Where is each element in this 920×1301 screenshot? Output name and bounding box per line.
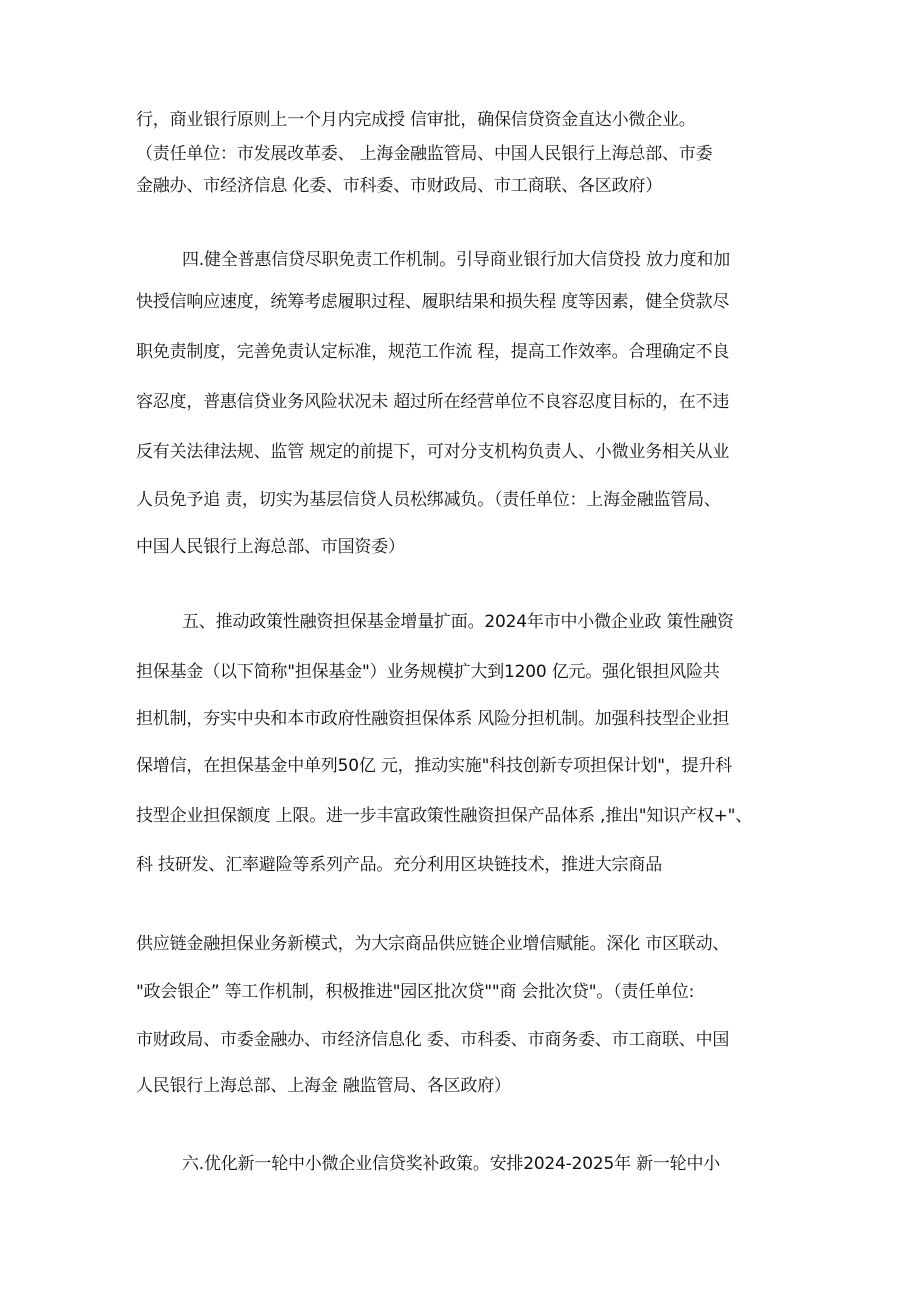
text-line: 保增信，在担保基金中单列50亿 元，推动实施"科技创新专项担保计划"，提升科: [136, 756, 733, 776]
text-line: 六.优化新一轮中小微企业信贷奖补政策。安排2024-2025年 新一轮中小: [182, 1154, 721, 1174]
text-line: 四.健全普惠信贷尽职免责工作机制。引导商业银行加大信贷投 放力度和加: [182, 250, 731, 270]
text-line: 担保基金（以下简称"担保基金"）业务规模扩大到1200 亿元。强化银担风险共: [136, 662, 720, 682]
text-line: 技型企业担保额度 上限。进一步丰富政策性融资担保产品体系 ,推出"知识产权+"、: [136, 806, 753, 826]
text-line: 五、推动政策性融资担保基金增量扩面。2024年市中小微企业政 策性融资: [182, 612, 734, 632]
text-line: 市财政局、市委金融办、市经济信息化 委、市科委、市商务委、市工商联、中国: [136, 1030, 730, 1050]
text-line: 人民银行上海总部、上海金 融监管局、各区政府）: [136, 1076, 511, 1096]
text-line: 人员免予追 责，切实为基层信贷人员松绑减负。（责任单位：上海金融监管局、: [136, 490, 721, 510]
text-line: 科 技研发、汇率避险等系列产品。充分利用区块链技术，推进大宗商品: [136, 855, 663, 875]
text-line: 行，商业银行原则上一个月内完成授 信审批，确保信贷资金直达小微企业。: [136, 110, 696, 130]
text-line: 中国人民银行上海总部、市国资委）: [136, 537, 405, 557]
text-line: 快授信响应速度，统筹考虑履职过程、履职结果和损失程 度等因素，健全贷款尽: [136, 292, 730, 312]
text-line: "政会银企” 等工作机制，积极推进"园区批次贷""商 会批次贷"。（责任单位:: [136, 982, 695, 1002]
text-line: 担机制，夯实中央和本市政府性融资担保体系 风险分担机制。加强科技型企业担: [136, 709, 730, 729]
text-line: 职免责制度，完善免责认定标准，规范工作流 程，提高工作效率。合理确定不良: [136, 342, 730, 362]
text-line: 供应链金融担保业务新模式，为大宗商品供应链企业增信赋能。深化 市区联动、: [136, 934, 730, 954]
text-line: 金融办、市经济信息 化委、市科委、市财政局、市工商联、各区政府）: [136, 176, 663, 196]
text-line: 反有关法律法规、监管 规定的前提下，可对分支机构负责人、小微业务相关从业: [136, 442, 730, 462]
text-line: （责任单位：市发展改革委、 上海金融监管局、中国人民银行上海总部、市委: [136, 144, 713, 164]
text-line: 容忍度，普惠信贷业务风险状况未 超过所在经营单位不良容忍度目标的，在不违: [136, 392, 730, 412]
